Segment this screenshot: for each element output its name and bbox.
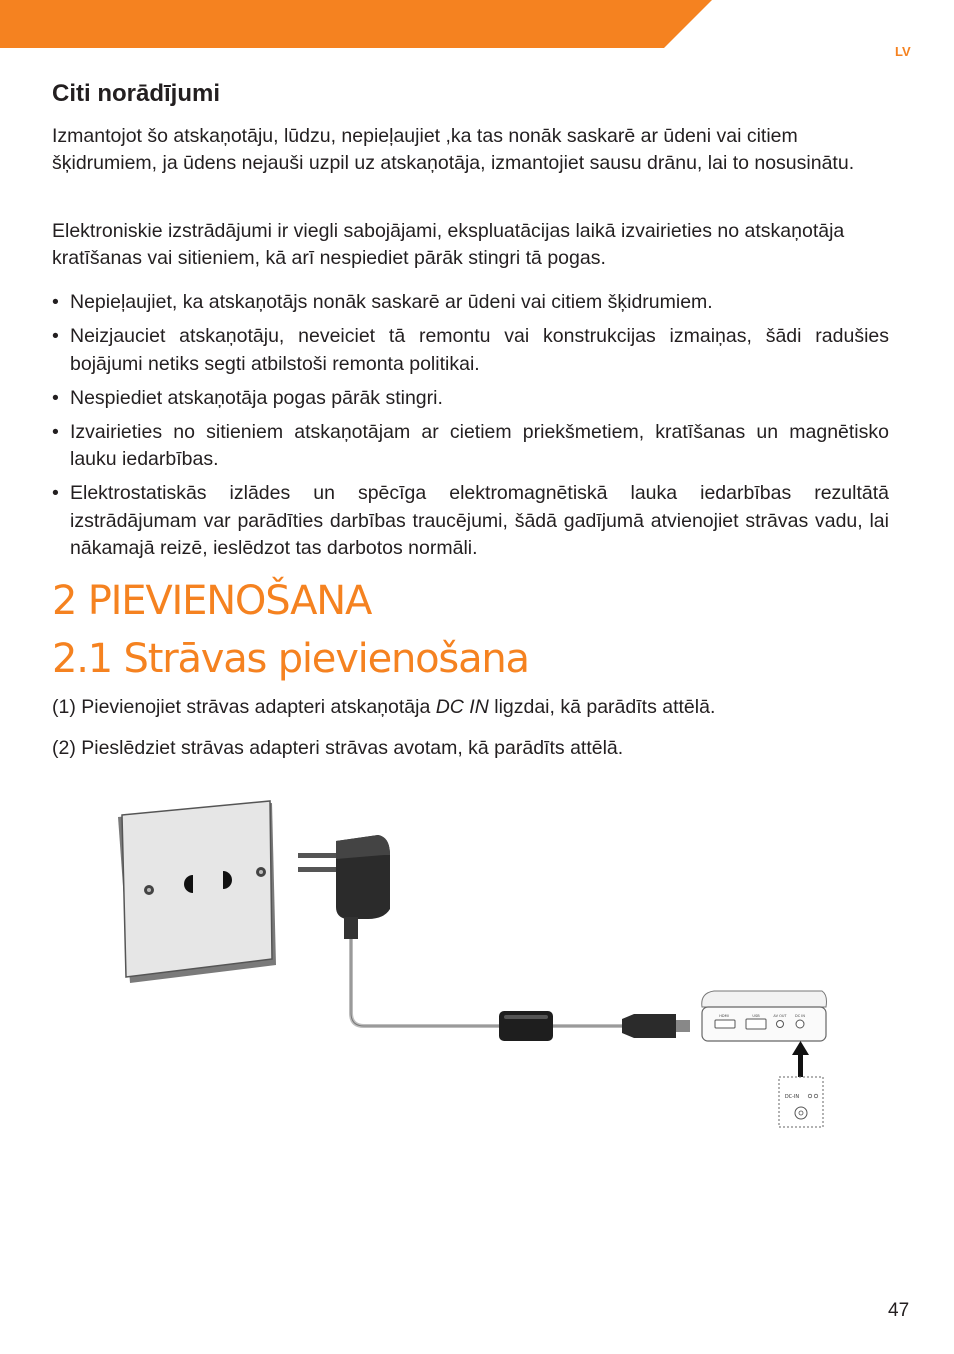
- header-orange-band: [0, 0, 954, 48]
- port-label: HDMI: [719, 1014, 729, 1018]
- port-label: DC IN: [795, 1014, 805, 1018]
- wall-socket: [118, 801, 276, 983]
- dc-in-term: DC IN: [435, 696, 489, 718]
- power-connection-illustration: [110, 795, 840, 1140]
- step-2: (2) Pieslēdziet strāvas adapteri strāvas avotam, kā parādīts attēlā.: [52, 737, 624, 759]
- chapter-title: 2 PIEVIENOŠANA: [52, 578, 372, 624]
- dc-plug: [622, 1014, 690, 1038]
- list-item: • Nespiediet atskaņotāja pogas pārāk stingri.: [52, 385, 889, 413]
- step-1-text: (1) Pievienojiet strāvas adapteri atskaņotāja: [52, 696, 436, 718]
- step-1: [52, 694, 715, 721]
- list-item: • Izvairieties no sitieniem atskaņotājam ar cietiem priekšmetiem, kratīšanas un magnētisko lauku iedarbības.: [52, 419, 889, 474]
- arrow-up-icon: [792, 1041, 809, 1077]
- port-label: USB: [752, 1014, 760, 1018]
- power-adapter: [298, 835, 390, 939]
- dc-in-inset: [779, 1077, 823, 1127]
- list-item: • Elektrostatiskās izlādes un spēcīga elektromagnētiskā lauka iedarbības rezultātā izstrādājumam var parādīties darbības traucējumi, šādā gadījumā atvienojiet strāvas vadu, lai nākamajā reizē, ieslēdzot tas darbotos normāli.: [52, 480, 889, 563]
- inset-label: DC-IN: [784, 1094, 800, 1100]
- port-label: AV OUT: [773, 1014, 787, 1018]
- power-cable: [351, 939, 622, 1026]
- language-tag: LV: [895, 44, 911, 59]
- paragraph-water-warning: Izmantojot šo atskaņotāju, lūdzu, nepieļaujiet ,ka tas nonāk saskarē ar ūdeni vai citiem šķidrumiem, ja ūdens nejauši uzpil uz atskaņotāja, izmantojiet sausu drānu, lai to nosusinātu.: [52, 125, 855, 174]
- list-item: • Neizjauciet atskaņotāju, neveiciet tā remontu vai konstrukcijas izmaiņas, šādi radušies bojājumi netiks segti atbilstoši remonta politikai.: [52, 323, 889, 378]
- warning-list: [52, 289, 889, 569]
- media-player-device: [702, 991, 827, 1041]
- page-number: 47: [888, 1300, 910, 1321]
- section-title-other-instructions: Citi norādījumi: [52, 80, 220, 107]
- paragraph-fragile-warning: Elektroniskie izstrādājumi ir viegli sabojājami, ekspluatācijas laikā izvairieties no atskaņotāja kratīšanas vai sitieniem, kā arī nespiediet pārāk stingri tā pogas.: [52, 220, 845, 269]
- list-item: • Nepieļaujiet, ka atskaņotājs nonāk saskarē ar ūdeni vai citiem šķidrumiem.: [52, 289, 889, 317]
- step-1-text-end: ligzdai, kā parādīts attēlā.: [488, 696, 716, 718]
- section-title-power: 2.1 Strāvas pievienošana: [52, 636, 529, 682]
